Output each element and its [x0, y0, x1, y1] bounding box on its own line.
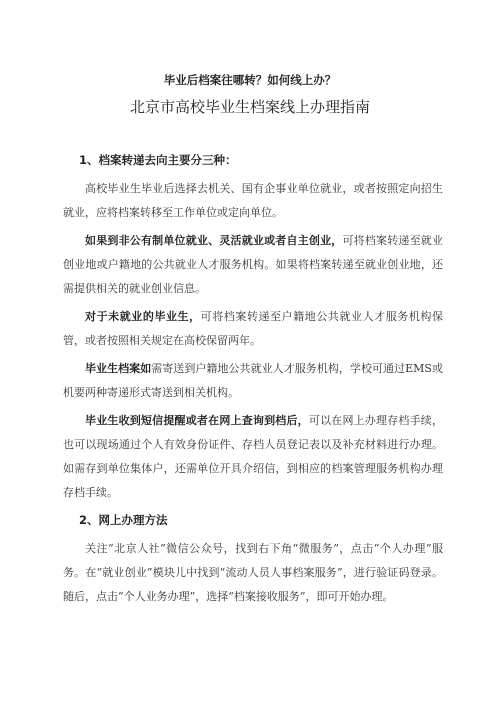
document-body	[63, 151, 443, 613]
paragraph-text: 可将档案转递至就业创业地或户籍地的公共就业人才服务机构。如果将档案转递至就业创业地，还需提供相关的就业创业信息。	[63, 234, 444, 295]
document-title: 毕业后档案往哪转？如何线上办？	[163, 73, 337, 87]
section-heading-online-method: 2、网上办理方法	[79, 513, 168, 527]
paragraph-private-employment	[63, 229, 443, 301]
paragraph-archive-procedure	[63, 409, 443, 505]
paragraph-public-employment: 高校毕业生毕业后选择去机关、国有企事业单位就业，或者按照定向招生就业，应将档案转移至工作单位或定向单位。	[63, 182, 443, 219]
paragraph-unemployed	[63, 305, 443, 353]
paragraph-lead-bold: 对于未就业的毕业生，	[85, 310, 201, 323]
paragraph-text: 可将档案转递至户籍地公共就业人才服务机构保管，或者按照相关规定在高校保留两年。	[63, 310, 444, 347]
paragraph-online-steps: 关注“北京人社”微信公众号，找到右下角“微服务”，点击“个人办理”服务。在“就业创业”模块儿中找到“流动人员人事档案服务”，进行验证码登录。随后，点击“个人业务办理”，选择“档案接收服务”，即可开始办理。	[63, 542, 443, 603]
paragraph-text: 可以在网上办理存档手续，也可以现场通过个人有效身份证件、存档人员登记表以及补充材料进行办理。如需存到单位集体户，还需单位开具介绍信，到相应的档案管理服务机构办理存档手续。	[63, 414, 444, 499]
paragraph-lead-bold: 毕业生收到短信提醒或者在网上查询到档后，	[85, 414, 309, 427]
paragraph-text: 需寄送到户籍地公共就业人才服务机构，学校可通过EMS或机要两种寄递形式寄送到相关机构。	[63, 362, 443, 399]
paragraph-lead-bold: 毕业生档案如	[85, 362, 152, 375]
document-subtitle: 北京市高校毕业生档案线上办理指南	[129, 98, 370, 116]
paragraph-lead-bold: 如果到非公有制单位就业、灵活就业或者自主创业，	[85, 234, 343, 247]
section-heading-destinations: 1、档案转递去向主要分三种：	[79, 153, 237, 167]
paragraph-mailing	[63, 357, 443, 405]
